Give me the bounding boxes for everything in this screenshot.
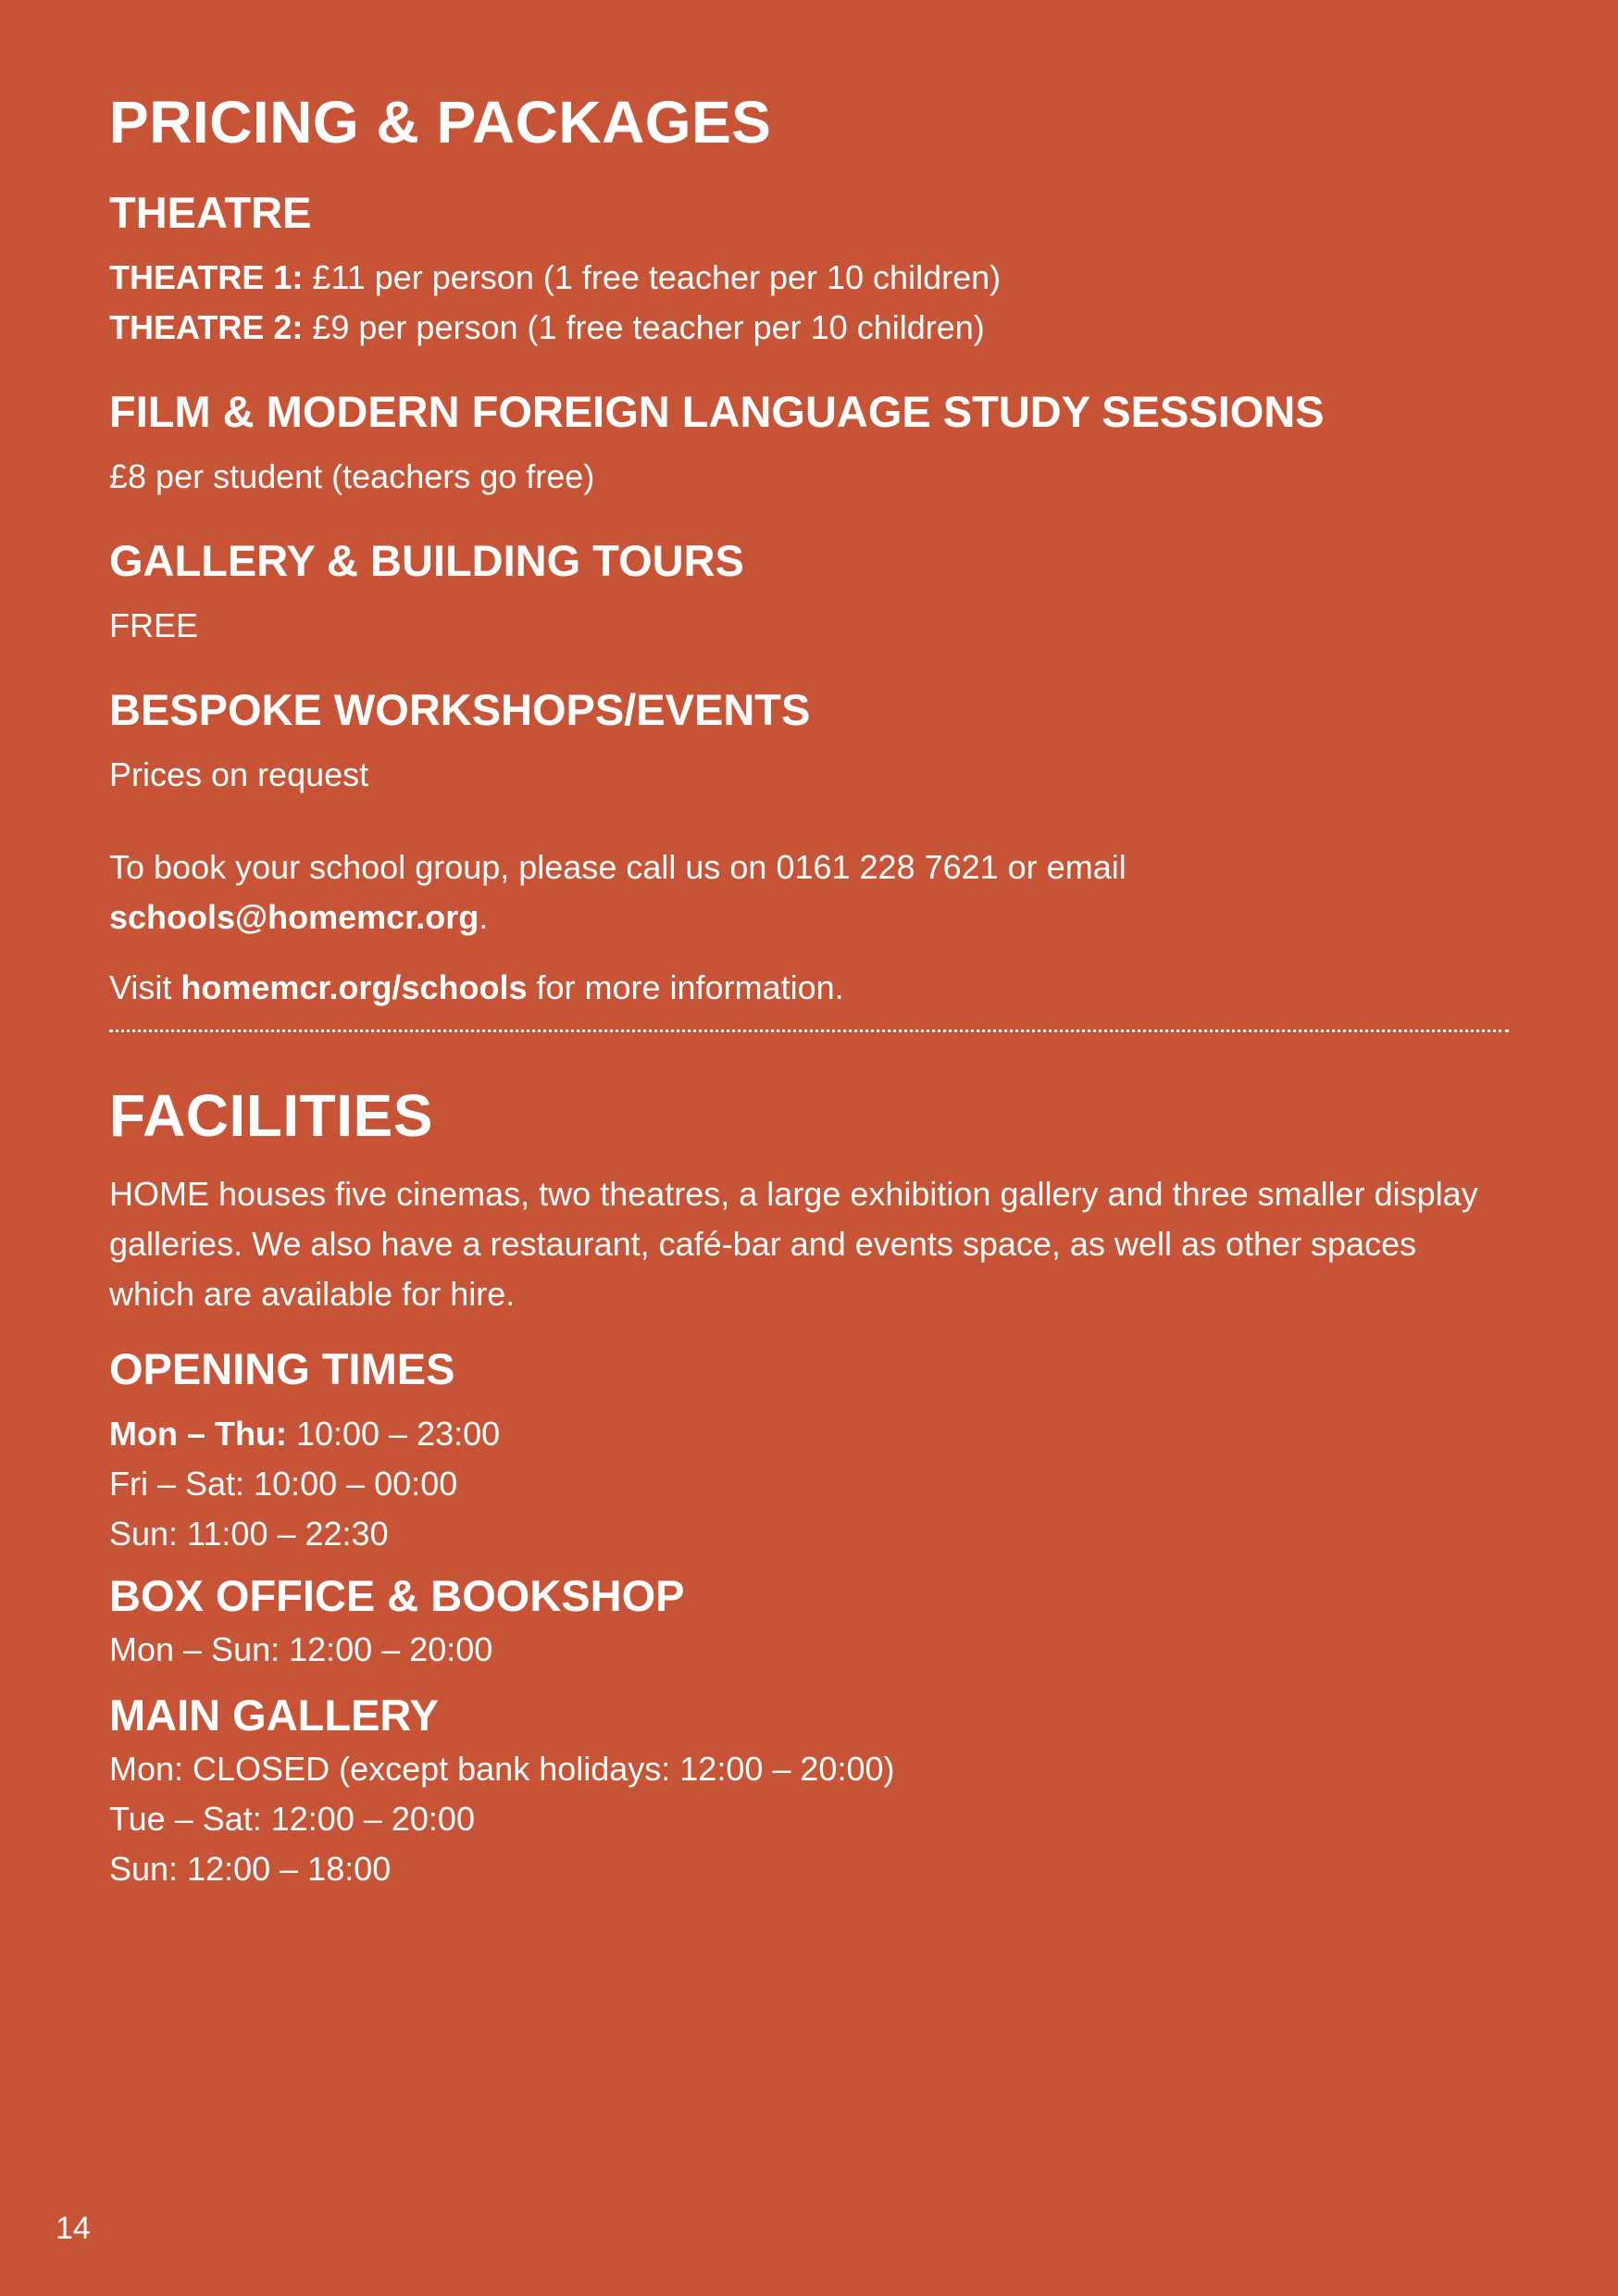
visit-prefix: Visit xyxy=(109,968,181,1006)
opening-times-heading: OPENING TIMES xyxy=(109,1344,455,1393)
theatre-prices xyxy=(109,253,1509,353)
page-content xyxy=(109,89,1509,1894)
theatre-1-label: THEATRE 1: xyxy=(109,258,304,296)
facilities-description: HOME houses five cinemas, two theatres, a large exhibition gallery and three smaller display galleries. We also have a restaurant, café-bar and events space, as well as other spaces which are available for hire. xyxy=(109,1175,1478,1313)
booking-text: To book your school group, please call us on 0161 228 7621 or email xyxy=(109,848,1126,886)
opening-times-mon-thu-text: 10:00 – 23:00 xyxy=(286,1415,501,1453)
booking-email-link[interactable]: schools@homemcr.org xyxy=(109,898,479,936)
theatre-heading: THEATRE xyxy=(109,188,312,237)
page-number: 14 xyxy=(56,2211,91,2246)
bespoke-heading: BESPOKE WORKSHOPS/EVENTS xyxy=(109,685,811,734)
pricing-title: PRICING & PACKAGES xyxy=(109,89,772,156)
theatre-1-text: £11 per person (1 free teacher per 10 children) xyxy=(303,258,1002,296)
main-gallery-line: Sun: 12:00 – 18:00 xyxy=(109,1850,392,1888)
theatre-2-price xyxy=(109,303,1509,353)
visit-link[interactable]: homemcr.org/schools xyxy=(180,968,528,1006)
main-gallery-line: Tue – Sat: 12:00 – 20:00 xyxy=(109,1800,475,1838)
opening-times-line: Fri – Sat: 10:00 – 00:00 xyxy=(109,1465,458,1503)
main-gallery-heading: MAIN GALLERY xyxy=(109,1691,439,1740)
facilities-title: FACILITIES xyxy=(109,1082,433,1149)
gallery-tours-price: FREE xyxy=(109,606,199,644)
opening-times-mon-thu-label: Mon – Thu: xyxy=(109,1415,287,1453)
theatre-2-text: £9 per person (1 free teacher per 10 children) xyxy=(303,308,985,346)
gallery-tours-heading: GALLERY & BUILDING TOURS xyxy=(109,536,744,585)
booking-email-line xyxy=(109,892,1509,942)
visit-suffix: for more information. xyxy=(527,968,844,1006)
opening-times-list xyxy=(109,1409,1509,1559)
main-gallery-hours xyxy=(109,1744,1509,1894)
box-office-heading: BOX OFFICE & BOOKSHOP xyxy=(109,1571,685,1620)
film-price: £8 per student (teachers go free) xyxy=(109,457,595,495)
section-divider xyxy=(109,1029,1509,1032)
theatre-1-price xyxy=(109,253,1509,303)
booking-email-suffix: . xyxy=(479,898,489,936)
theatre-2-label: THEATRE 2: xyxy=(109,308,304,346)
booking-info xyxy=(109,842,1509,942)
film-heading: FILM & MODERN FOREIGN LANGUAGE STUDY SESSIONS xyxy=(109,387,1325,436)
opening-times-line: Sun: 11:00 – 22:30 xyxy=(109,1515,389,1553)
opening-times-mon-thu xyxy=(109,1409,1509,1459)
visit-line xyxy=(109,963,1509,1013)
main-gallery-line: Mon: CLOSED (except bank holidays: 12:00 – 20:00) xyxy=(109,1750,895,1788)
bespoke-price: Prices on request xyxy=(109,755,369,793)
box-office-hours: Mon – Sun: 12:00 – 20:00 xyxy=(109,1630,493,1668)
